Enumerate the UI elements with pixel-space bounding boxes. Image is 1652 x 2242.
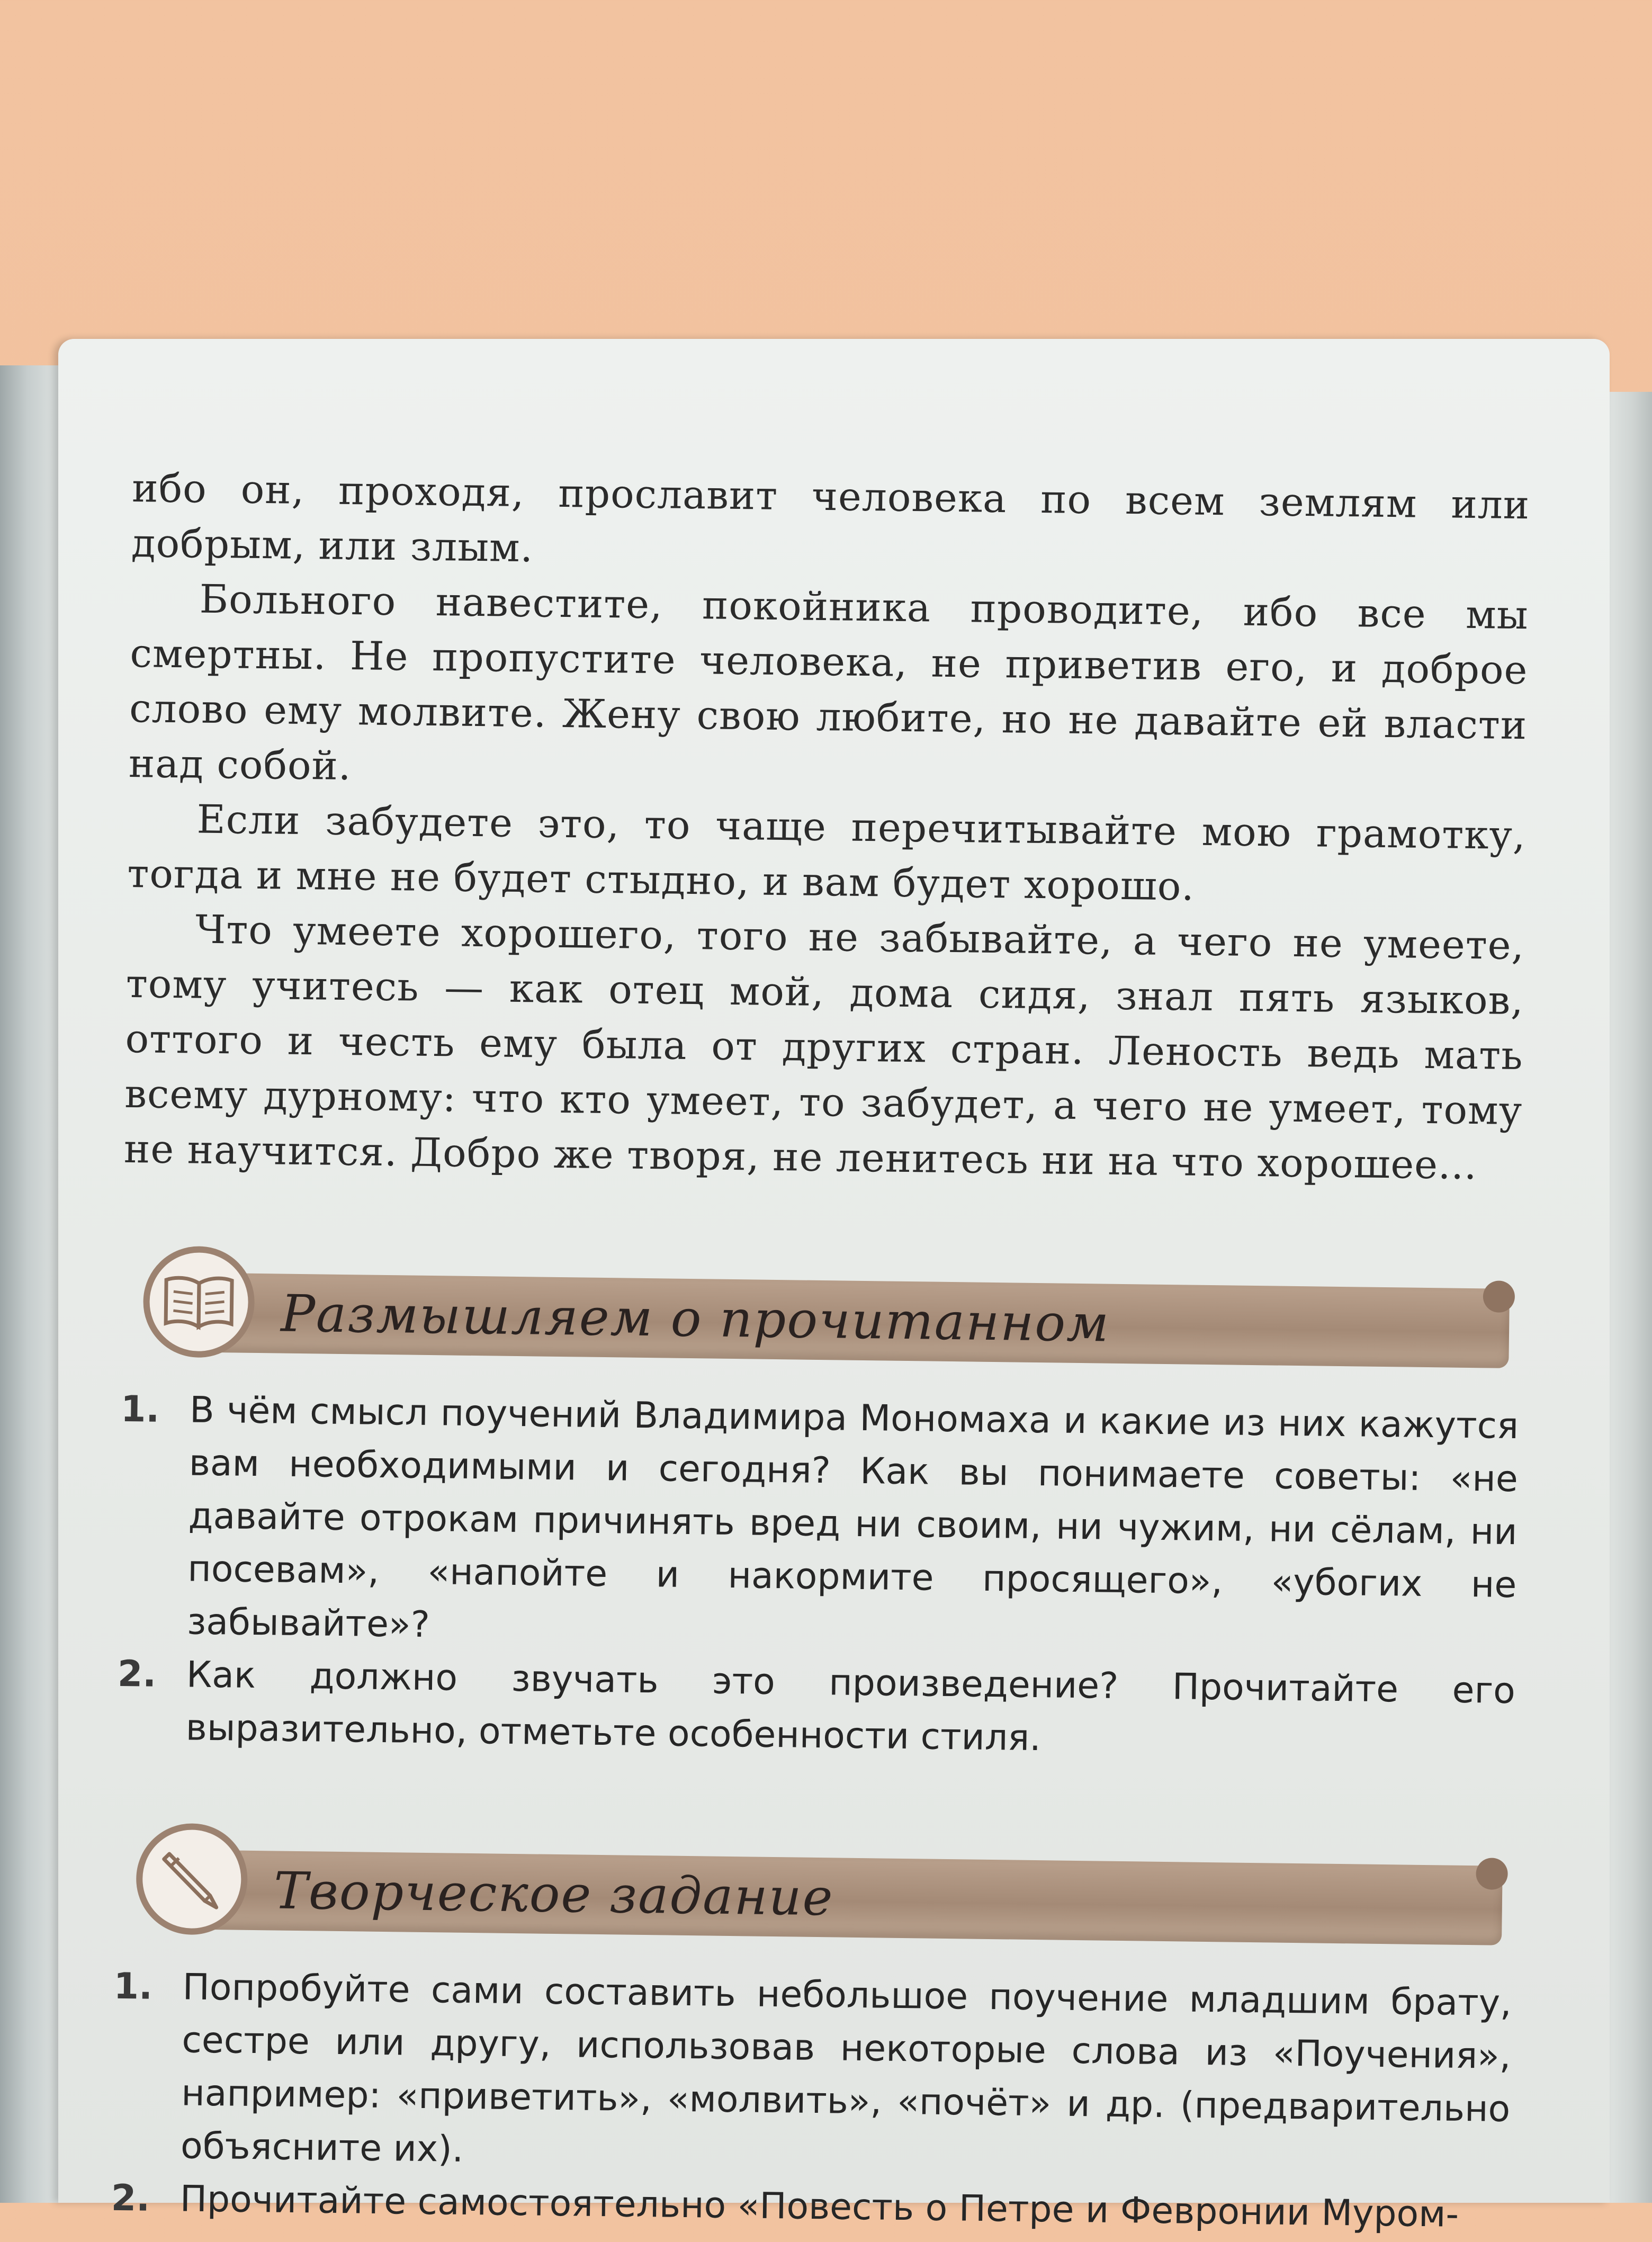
- section-title: Размышляем о прочитанном: [280, 1284, 1110, 1353]
- creative-section-banner: [114, 1812, 1514, 1961]
- creative-tasks: [111, 1960, 1512, 2242]
- list-item: [116, 1648, 1515, 1771]
- item-number: 2.: [111, 2177, 150, 2220]
- list-item: [112, 1960, 1512, 2189]
- item-number: 1.: [120, 1388, 160, 1431]
- item-number: 2.: [117, 1653, 157, 1696]
- paragraph: Если забудете это, то чаще перечитывайте мою грамотку, тогда и мне не будет стыдно, и вам будет хорошо.: [127, 796, 1527, 910]
- page-content: [111, 461, 1530, 2242]
- reflection-questions: [116, 1383, 1519, 1771]
- item-text: Как должно звучать это произведение? Прочитайте его выразительно, отметьте особенности стиля.: [185, 1654, 1516, 1760]
- banner-curl: [1483, 1280, 1515, 1313]
- banner-curl: [1476, 1858, 1508, 1890]
- book-page-stack-right: [1604, 392, 1652, 2203]
- reading-text: [123, 461, 1530, 1194]
- item-number: 1.: [113, 1965, 153, 2008]
- item-text: В чём смысл поучений Владимира Мономаха и какие из них кажутся вам необходимыми и сегодня? Как вы понимаете советы: «не давайте отрокам причинять вред ни своим, ни чужим, ни сёлам, ни посевам», «напойте и накормите просящего», «убогих не забывайте»?: [186, 1389, 1519, 1646]
- paragraph: Больного навестите, покойника проводите, ибо все мы смертны. Не пропустите человека, не приветив его, и доброе слово ему молвите. Жену свою любите, но не давайте ей власти над собой.: [128, 576, 1529, 790]
- item-text: Прочитайте самостоятельно «Повесть о Петре и Февронии Муром-: [179, 2178, 1459, 2236]
- reflection-section-banner: [121, 1235, 1521, 1384]
- paragraph: ибо он, проходя, прославит человека по всем землям или добрым, или злым.: [131, 465, 1530, 571]
- list-item: [118, 1383, 1519, 1665]
- item-text: Попробуйте сами составить небольшое поучение младшим брату, сестре или другу, использовав некоторые слова из «Поучения», например: «приветить», «молвить», «почёт» и др. (предварительно объясните их).: [180, 1966, 1512, 2171]
- paragraph: Что умеете хорошего, того не забывайте, а чего не умеете, тому учитесь — как отец мой, дома сидя, знал пять языков, оттого и честь ему была от других стран. Леность ведь мать всему дурному: что кто умеет, то забудет, а чего не умеет, тому не научится. Добро же творя, не ленитесь ни на что хорошее...: [123, 907, 1525, 1189]
- section-title: Творческое задание: [273, 1861, 834, 1927]
- textbook-page: [58, 339, 1610, 2236]
